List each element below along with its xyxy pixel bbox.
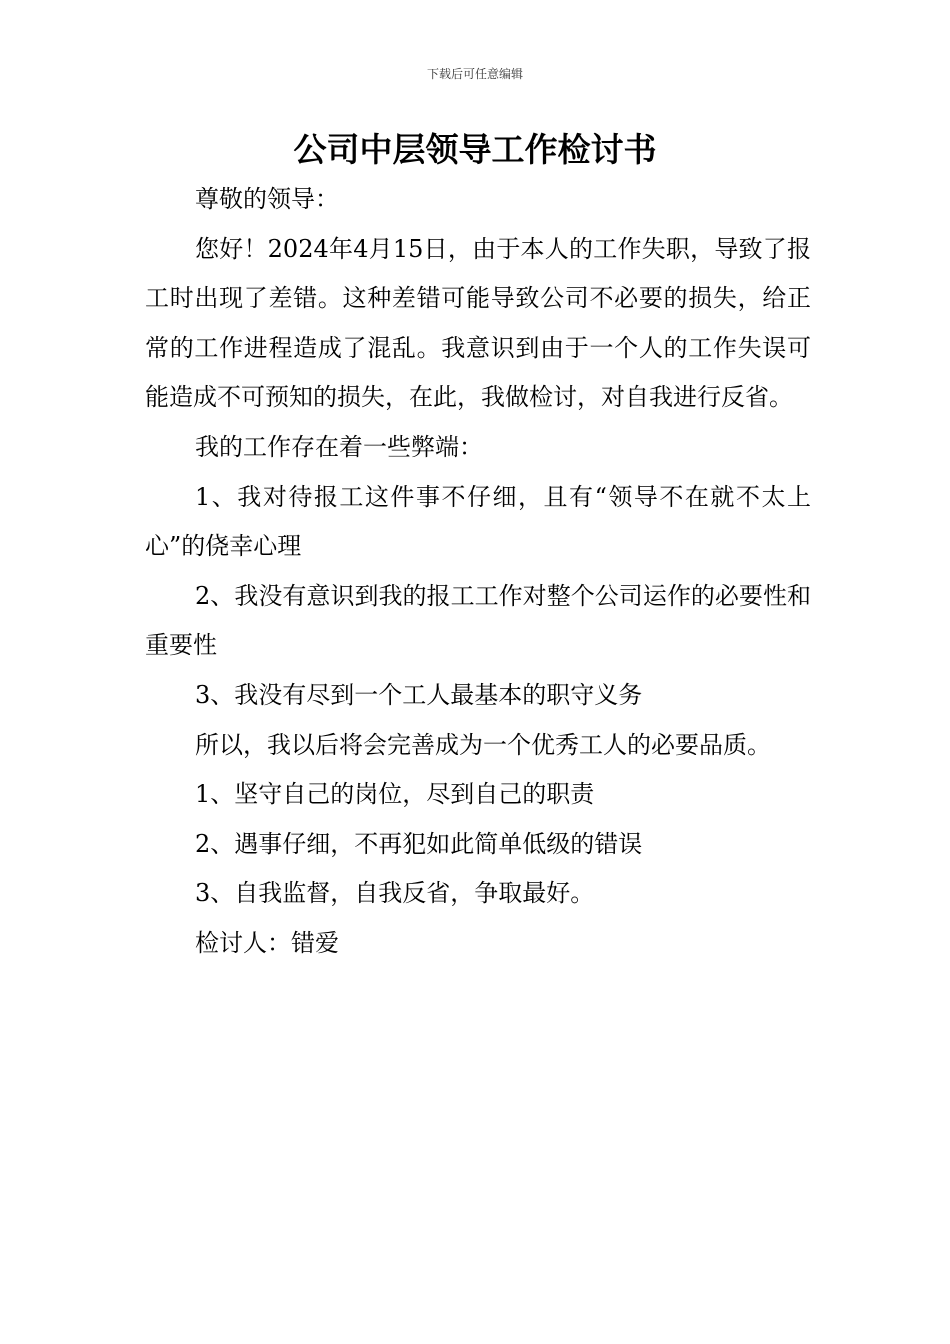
list-item: 2、遇事仔细，不再犯如此简单低级的错误 (195, 829, 643, 858)
body-paragraph: 所以，我以后将会完善成为一个优秀工人的必要品质。 (195, 730, 771, 759)
body-paragraph: 我的工作存在着一些弊端： (195, 432, 483, 461)
list-item: 3、自我监督，自我反省，争取最好。 (195, 879, 595, 908)
document-body (145, 175, 811, 969)
salutation: 尊敬的领导： (195, 185, 339, 213)
list-item: 1、坚守自己的岗位，尽到自己的职责 (195, 780, 595, 809)
list-item: 1、我对待报工这件事不仔细，且有“领导不在就不太上心”的侥幸心理 (145, 482, 811, 561)
document-title: 公司中层领导工作检讨书 (293, 130, 657, 169)
signature-line: 检讨人：错爱 (195, 928, 339, 957)
list-item: 3、我没有尽到一个工人最基本的职守义务 (195, 680, 643, 709)
header-note: 下载后可任意编辑 (426, 67, 523, 81)
list-item: 2、我没有意识到我的报工工作对整个公司运作的必要性和重要性 (145, 581, 811, 660)
body-paragraph: 您好！2024年4月15日，由于本人的工作失职，导致了报工时出现了差错。这种差错可能导致公司不必要的损失，给正常的工作进程造成了混乱。我意识到由于一个人的工作失误可能造成不可预知的损失，在此，我做检讨，对自我进行反省。 (145, 234, 811, 412)
